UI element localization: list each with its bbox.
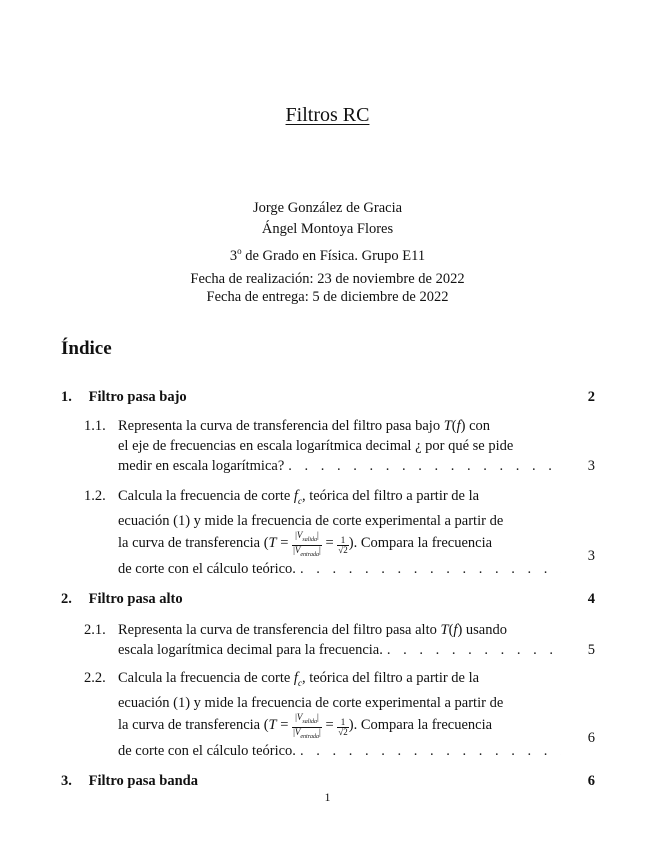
subsection-text [118, 416, 561, 476]
section-title: Filtro pasa alto [88, 591, 183, 607]
leader-dots [387, 640, 561, 660]
page-number: 1 [324, 790, 331, 804]
subsection-text [118, 486, 561, 579]
course-info: 3$^o$ de Grado en Física. Grupo E11 [229, 246, 426, 264]
subsection-text [118, 668, 561, 761]
subsection-line: Calcula la frecuencia de corte $f_c$, teórica del filtro a partir de la [118, 488, 480, 506]
subsection-number: 2.2. [84, 670, 106, 686]
subsection-line: ecuación (1) y mide la frecuencia de corte experimental a partir de [118, 694, 504, 711]
subsection-last-line: de corte con el cálculo teórico. [118, 743, 296, 760]
section-page: 2 [587, 389, 595, 405]
subsection-line: Representa la curva de transferencia del filtro pasa alto T(f) usando [118, 622, 507, 638]
subsection-line: Representa la curva de transferencia del filtro pasa bajo T(f) con [118, 418, 491, 434]
subsection-page: 3 [587, 458, 595, 474]
subsection-page: 5 [587, 642, 595, 658]
fraction-one-sqrt2: $\frac{1}{√2}$ [338, 534, 348, 555]
toc-section-3[interactable] [61, 773, 595, 790]
subsection-line: la curva de transferencia (T = $\frac{|V_{salida}|}{|V_{entrada}|}$ = $\frac{1}{√2}$ ). Compara la frecuencia [118, 712, 493, 740]
author-2: Ángel Montoya Flores [261, 221, 394, 237]
leader-dots [288, 456, 561, 476]
subsection-number: 2.1. [84, 622, 106, 638]
subsection-page: 3 [587, 548, 595, 564]
subsection-text [118, 620, 561, 660]
fraction-vout-vin: $\frac{|V_{salida}|}{|V_{entrada}|}$ [293, 530, 321, 558]
section-number: 1. [61, 389, 72, 405]
delivery-date: Fecha de entrega: 5 de diciembre de 2022 [206, 289, 449, 305]
fraction-one-sqrt2: $\frac{1}{√2}$ [338, 716, 348, 737]
subsection-number: 1.1. [84, 418, 106, 434]
section-title: Filtro pasa bajo [88, 389, 187, 405]
section-number: 2. [61, 591, 72, 607]
index-heading: Índice [61, 338, 112, 359]
toc-section-1[interactable] [61, 389, 595, 406]
document-title: Filtros RC [285, 104, 370, 126]
subsection-line: el eje de frecuencias en escala logarítmica decimal ¿ por qué se pide [118, 438, 514, 454]
subsection-last-line: escala logarítmica decimal para la frecuencia. [118, 642, 383, 658]
section-page: 6 [587, 773, 595, 789]
subsection-line: la curva de transferencia (T = $\frac{|V_{salida}|}{|V_{entrada}|}$ = $\frac{1}{√2}$ ). Compara la frecuencia [118, 530, 493, 558]
section-title: Filtro pasa banda [88, 773, 198, 789]
toc-section-2[interactable] [61, 591, 595, 608]
subsection-page: 6 [587, 730, 595, 746]
subsection-last-line: de corte con el cálculo teórico. [118, 561, 296, 578]
subsection-line: ecuación (1) y mide la frecuencia de corte experimental a partir de [118, 512, 504, 529]
leader-dots [300, 559, 561, 579]
subsection-line: Calcula la frecuencia de corte $f_c$, teórica del filtro a partir de la [118, 670, 480, 688]
subsection-number: 1.2. [84, 488, 106, 504]
section-number: 3. [61, 773, 72, 789]
fraction-vout-vin: $\frac{|V_{salida}|}{|V_{entrada}|}$ [293, 712, 321, 740]
author-1: Jorge González de Gracia [252, 200, 403, 216]
subsection-last-line: medir en escala logarítmica? [118, 458, 285, 474]
realization-date: Fecha de realización: 23 de noviembre de 2022 [190, 271, 465, 287]
leader-dots [300, 741, 561, 761]
section-page: 4 [587, 591, 595, 607]
